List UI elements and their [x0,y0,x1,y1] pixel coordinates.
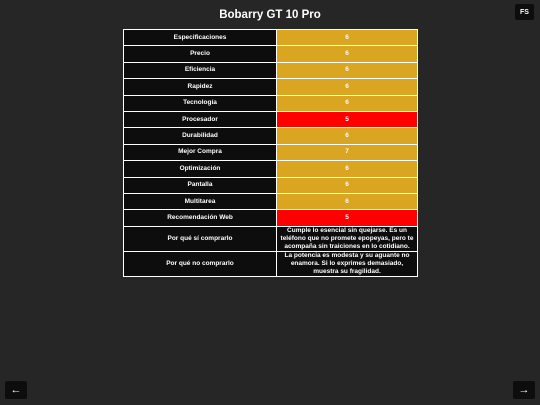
page-title: Bobarry GT 10 Pro [219,9,321,21]
spec-label: Especificaciones [124,30,277,46]
table-row [124,144,418,160]
spec-value: 6 [277,193,418,209]
specs-table-body [124,30,418,277]
spec-label: Pantalla [124,177,277,193]
spec-value: 6 [277,177,418,193]
table-row [124,46,418,62]
spec-label: Precio [124,46,277,62]
spec-value: 6 [277,95,418,111]
spec-label: Rapidez [124,79,277,95]
table-row [124,111,418,127]
spec-value: 6 [277,161,418,177]
spec-value: 5 [277,111,418,127]
spec-label: Multitarea [124,193,277,209]
why-not-buy-label: Por qué no comprarlo [124,251,277,276]
specs-table [123,29,418,277]
spec-value: 5 [277,210,418,226]
fullscreen-button[interactable]: FS [515,4,534,20]
why-buy-label: Por qué sí comprarlo [124,226,277,251]
table-row [124,128,418,144]
why-buy-row [124,226,418,251]
spec-label: Mejor Compra [124,144,277,160]
table-row [124,95,418,111]
spec-label: Recomendación Web [124,210,277,226]
table-row [124,210,418,226]
table-row [124,193,418,209]
table-row [124,79,418,95]
table-row [124,161,418,177]
spec-label: Tecnología [124,95,277,111]
table-row [124,30,418,46]
previous-button[interactable]: ← [5,381,27,399]
spec-label: Optimización [124,161,277,177]
spec-label: Procesador [124,111,277,127]
spec-value: 6 [277,79,418,95]
spec-label: Durabilidad [124,128,277,144]
spec-value: 6 [277,62,418,78]
next-button[interactable]: → [513,381,535,399]
why-not-buy-row [124,251,418,276]
table-row [124,177,418,193]
why-not-buy-text: La potencia es modesta y su aguante no enamora. Si lo exprimes demasiado, muestra su fragilidad. [277,251,418,276]
table-row [124,62,418,78]
spec-value: 6 [277,128,418,144]
spec-value: 6 [277,46,418,62]
spec-label: Eficiencia [124,62,277,78]
why-buy-text: Cumple lo esencial sin quejarse. Es un teléfono que no promete epopeyas, pero te acompaña sin traiciones en lo cotidiano. [277,226,418,251]
spec-value: 7 [277,144,418,160]
spec-value: 6 [277,30,418,46]
